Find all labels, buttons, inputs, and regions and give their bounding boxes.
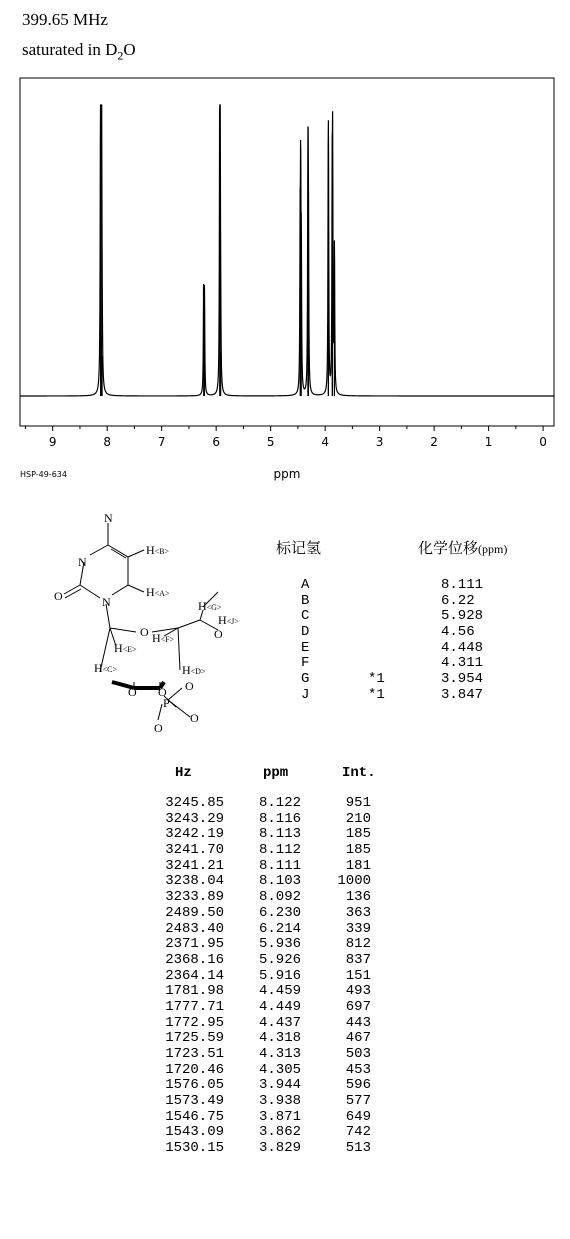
peak-row-int: 697: [345, 998, 371, 1015]
peak-row-int: 185: [345, 842, 371, 859]
peak-row-ppm: 3.862: [258, 1124, 301, 1141]
peak-row: [150, 873, 450, 889]
shift-row-label: D: [301, 624, 310, 641]
shift-row: [270, 655, 570, 671]
peak-row-hz: 3238.04: [165, 873, 224, 890]
peak-row-int: 181: [345, 857, 371, 874]
x-axis-tick-labels: [49, 435, 547, 449]
peak-row: [150, 936, 450, 952]
peak-row-ppm: 8.103: [258, 873, 301, 890]
x-axis-tick-label: 3: [375, 435, 384, 449]
peak-row: [150, 1109, 450, 1125]
peak-row-hz: 2483.40: [165, 920, 224, 937]
peak-row-int: 467: [345, 1030, 371, 1047]
peak-row: [150, 826, 450, 842]
peak-row: [150, 921, 450, 937]
peak-row-ppm: 3.829: [258, 1140, 301, 1157]
shift-row-value: 3.847: [441, 686, 484, 703]
peak-row: [150, 905, 450, 921]
peak-row-int: 185: [345, 826, 371, 843]
atom-o-p3: O: [154, 721, 163, 735]
peak-row-hz: 3245.85: [165, 795, 224, 811]
label-h-f: H<F>: [152, 631, 175, 645]
peak-row-ppm: 4.313: [258, 1046, 301, 1062]
peak-row-hz: 1576.05: [165, 1077, 224, 1094]
peak-row-hz: 3243.29: [165, 810, 224, 827]
peak-row-hz: 3242.19: [165, 826, 224, 843]
peak-row-ppm: 8.113: [258, 826, 301, 843]
solvent-subscript: 2: [117, 48, 124, 63]
peak-row-int: 951: [345, 795, 371, 811]
peak-row-int: 136: [345, 889, 371, 906]
peak-row-ppm: 4.459: [258, 983, 301, 1000]
peak-row-hz: 1573.49: [165, 1093, 224, 1110]
shift-row-label: J: [301, 686, 310, 703]
spectrometer-frequency: 399.65 MHz: [22, 10, 108, 29]
peak-row: [150, 983, 450, 999]
peak-row: [150, 968, 450, 984]
peak-row-int: 339: [345, 920, 371, 937]
peak-row-int: 151: [345, 967, 371, 984]
peak-row-ppm: 8.111: [258, 857, 301, 874]
peak-row-hz: 1781.98: [165, 983, 224, 1000]
peak-row-int: 742: [345, 1124, 371, 1141]
atom-p: P: [163, 696, 170, 710]
label-h-j: H<J>: [218, 613, 239, 627]
peak-row-ppm: 8.122: [258, 795, 301, 811]
peak-row-hz: 1530.15: [165, 1140, 224, 1157]
peak-row-hz: 1723.51: [165, 1046, 224, 1062]
shift-row: [270, 608, 570, 624]
peak-row-ppm: 8.092: [258, 889, 301, 906]
peak-table-header: [150, 765, 450, 795]
peak-row-hz: 2371.95: [165, 936, 224, 953]
x-axis-label: ppm: [273, 467, 301, 481]
peak-row-hz: 3241.70: [165, 842, 224, 859]
peak-row-int: 837: [345, 951, 371, 968]
atom-n-ring2: N: [102, 595, 111, 609]
peak-row-ppm: 3.944: [258, 1077, 301, 1094]
peak-row-ppm: 3.938: [258, 1093, 301, 1110]
x-axis-tick-label: 6: [212, 435, 220, 449]
peak-row-hz: 3233.89: [165, 889, 224, 906]
peak-row-hz: 1543.09: [165, 1124, 224, 1141]
peak-row-int: 363: [345, 904, 371, 921]
peak-row: [150, 1046, 450, 1062]
atom-o-carbonyl: O: [54, 589, 63, 603]
label-h-b: H<B>: [146, 543, 170, 557]
shift-row-value: 5.928: [441, 608, 484, 625]
peak-row: [150, 1093, 450, 1109]
peak-row: [150, 1030, 450, 1046]
atom-o-2: O: [128, 685, 137, 699]
peak-row-int: 210: [345, 810, 371, 827]
peak-row-int: 503: [345, 1046, 371, 1062]
peak-row-hz: 1772.95: [165, 1014, 224, 1031]
peak-row-ppm: 6.230: [258, 904, 301, 921]
shift-row: [270, 687, 570, 703]
atom-o-5: O: [214, 627, 223, 641]
x-axis-tick-label: 0: [539, 435, 547, 449]
shift-header-shift: 化学位移(ppm): [418, 541, 508, 557]
peak-row-int: 596: [345, 1077, 371, 1094]
structure-bonds: [64, 523, 218, 720]
peak-row-int: 453: [345, 1061, 371, 1078]
peak-row: [150, 952, 450, 968]
shift-row-label: A: [301, 577, 310, 593]
peak-row-int: 649: [345, 1108, 371, 1125]
peak-row: [150, 1015, 450, 1031]
shift-row-note: *1: [368, 671, 385, 688]
shift-row-label: C: [301, 608, 310, 625]
shift-row: [270, 577, 570, 593]
peak-row-hz: 1725.59: [165, 1030, 224, 1047]
x-axis-tick-label: 4: [321, 435, 329, 449]
peak-row-ppm: 8.112: [258, 842, 301, 859]
x-axis-ticks: [25, 426, 543, 431]
peak-header-ppm: ppm: [263, 765, 289, 781]
shift-header-label: 标记氢: [276, 541, 322, 557]
atom-o-3: O: [158, 685, 167, 699]
peak-row-int: 577: [345, 1093, 371, 1110]
label-h-c: H<C>: [94, 661, 118, 675]
peak-row-hz: 1546.75: [165, 1108, 224, 1125]
peak-row: [150, 999, 450, 1015]
atom-o-p2: O: [190, 711, 199, 725]
x-axis-tick-label: 1: [484, 435, 493, 449]
shift-row-value: 4.56: [441, 624, 475, 641]
x-axis-tick-label: 5: [266, 435, 275, 449]
label-h-g: H<G>: [198, 599, 222, 613]
shift-row-value: 8.111: [441, 577, 484, 593]
peak-row-ppm: 4.305: [258, 1061, 301, 1078]
peak-row-hz: 2364.14: [165, 967, 224, 984]
spectrum-code: HSP-49-634: [20, 470, 67, 479]
peak-row-int: 443: [345, 1014, 371, 1031]
peak-row-ppm: 5.926: [258, 951, 301, 968]
peak-row-ppm: 5.916: [258, 967, 301, 984]
atom-n-ring1: N: [78, 555, 87, 569]
peak-row: [150, 842, 450, 858]
peak-header-hz: Hz: [175, 765, 192, 781]
shift-row-note: *1: [368, 686, 385, 703]
shift-row-value: 3.954: [441, 671, 484, 688]
shift-row-value: 4.311: [441, 655, 484, 672]
peak-row: [150, 889, 450, 905]
peak-row-ppm: 4.449: [258, 998, 301, 1015]
shift-row-value: 6.22: [441, 592, 475, 609]
shift-row-label: E: [301, 639, 310, 656]
peak-row-ppm: 4.318: [258, 1030, 301, 1047]
peak-row-ppm: 5.936: [258, 936, 301, 953]
atom-o-ring: O: [140, 625, 149, 639]
peak-row-hz: 1720.46: [165, 1061, 224, 1078]
shift-rows: [270, 577, 570, 703]
shift-row-label: F: [301, 655, 310, 672]
peak-row: [150, 1124, 450, 1140]
peak-row: [150, 858, 450, 874]
shift-row: [270, 624, 570, 640]
structure-wedge-bonds: [112, 682, 164, 688]
x-axis-tick-label: 2: [430, 435, 438, 449]
atom-o-p1: O: [185, 679, 194, 693]
peak-row: [150, 795, 450, 811]
shift-row-label: G: [301, 671, 310, 688]
peak-row: [150, 1062, 450, 1078]
peak-row-ppm: 3.871: [258, 1108, 301, 1125]
peak-rows: [150, 795, 450, 1156]
peak-row-ppm: 6.214: [258, 920, 301, 937]
label-h-d: H<D>: [182, 663, 206, 677]
shift-row: [270, 640, 570, 656]
molecule-structure: [40, 510, 260, 735]
nmr-spectrum-chart: [0, 0, 570, 490]
peak-row-hz: 1777.71: [165, 998, 224, 1015]
shift-row: [270, 671, 570, 687]
solvent-suffix: O: [123, 40, 136, 59]
peak-row-ppm: 4.437: [258, 1014, 301, 1031]
peak-row-hz: 2368.16: [165, 951, 224, 968]
peak-row-int: 1000: [337, 873, 371, 890]
shift-row: [270, 593, 570, 609]
solvent-prefix: saturated in D: [22, 40, 118, 59]
peak-row-int: 513: [345, 1140, 371, 1157]
peak-row-int: 493: [345, 983, 371, 1000]
x-axis-tick-label: 9: [48, 435, 57, 449]
shift-row-value: 4.448: [441, 639, 484, 656]
label-h-e: H<E>: [114, 641, 137, 655]
peak-header-int: Int.: [342, 765, 376, 781]
peak-row-hz: 2489.50: [165, 904, 224, 921]
peak-row: [150, 811, 450, 827]
x-axis-tick-label: 7: [157, 435, 166, 449]
label-h-a: H<A>: [146, 585, 170, 599]
peak-list-table: [150, 765, 450, 1156]
shift-row-label: B: [301, 592, 310, 609]
peak-row-hz: 3241.21: [165, 857, 224, 874]
x-axis-tick-label: 8: [103, 435, 112, 449]
atom-n-amino: N: [104, 511, 113, 525]
peak-row-ppm: 8.116: [258, 810, 301, 827]
peak-row: [150, 1077, 450, 1093]
peak-row-int: 812: [345, 936, 371, 953]
peak-row: [150, 1140, 450, 1156]
